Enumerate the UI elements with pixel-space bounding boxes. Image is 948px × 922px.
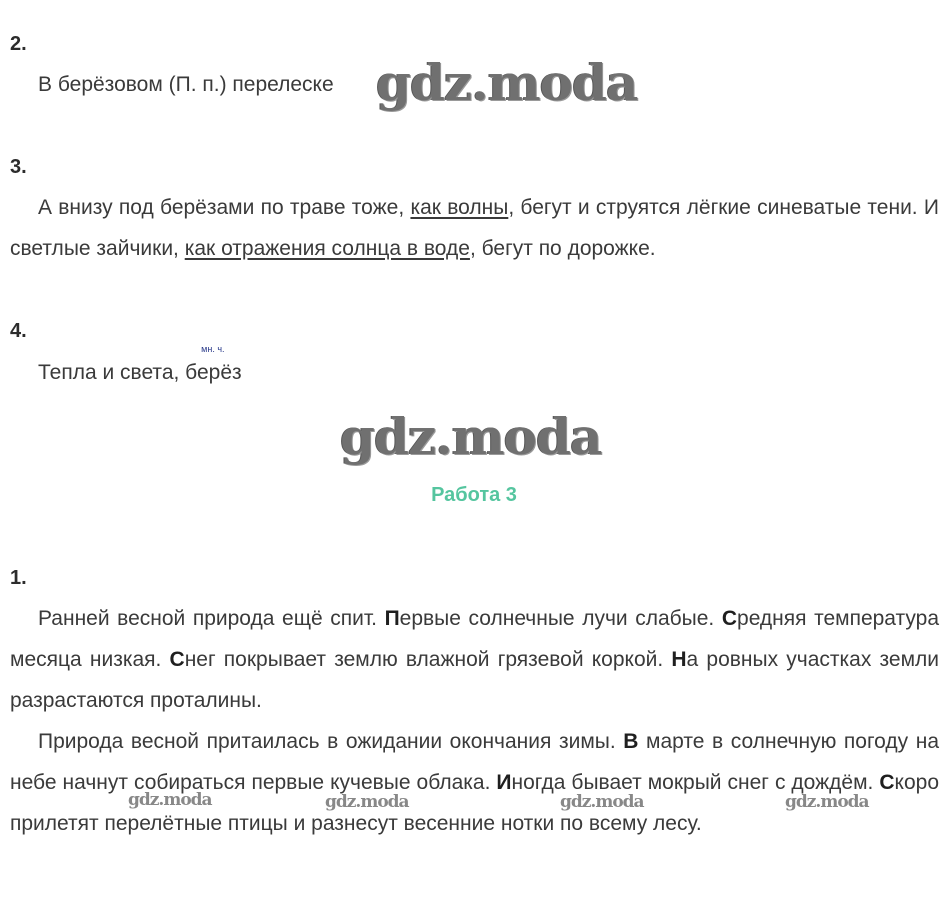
section-title: Работа 3 [431, 484, 517, 506]
p2-bold-letter: С [879, 771, 895, 794]
p2-bold-letter: В [623, 730, 639, 753]
task-number-2: 2. [10, 33, 27, 55]
p1-seg: редняя температура месяца низкая. [10, 607, 940, 671]
p2-bold-letter: И [496, 771, 512, 794]
watermark-small-3: gdz.moda [560, 792, 644, 812]
task3-text-3: , бегут по дорожке. [469, 237, 656, 260]
task1-paragraph-1 [10, 598, 939, 721]
task3-text-1: А внизу под берёзами по траве тоже, [38, 196, 411, 219]
plural-note: мн. ч. [201, 344, 225, 354]
task4-text: Тепла и света, [38, 361, 186, 384]
task3-text-2: , бегут и струятся лёгкие синеватые тени. И светлые зайчики, [10, 196, 940, 260]
p1-bold-letter: С [169, 648, 185, 671]
task4-word-wrap [185, 344, 242, 384]
comparison-underline-2: как отражения солнца в воде [184, 237, 470, 260]
task4-word: берёз [185, 361, 242, 384]
p1-seg: Ранней весной природа ещё спит. [38, 607, 385, 630]
task4-line [38, 344, 242, 384]
p1-seg: а ровных участках земли разрастаются проталины. [10, 648, 940, 712]
watermark-small-1: gdz.moda [128, 790, 212, 810]
task-number-4: 4. [10, 320, 27, 342]
task1-paragraph-2 [10, 721, 939, 844]
p2-seg: Природа весной притаилась в ожидании окончания зимы. [38, 730, 624, 753]
p2-seg: ногда бывает мокрый снег с дождём. [511, 771, 880, 794]
watermark-small-2: gdz.moda [325, 792, 409, 812]
task2-text: В берёзовом (П. п.) перелеске [38, 73, 334, 96]
comparison-underline-1: как волны [410, 196, 509, 219]
watermark-small-4: gdz.moda [785, 792, 869, 812]
p2-seg: коро прилетят перелётные птицы и разнесут весенние нотки по всему лесу. [10, 771, 940, 835]
p1-seg: ервые солнечные лучи слабые. [399, 607, 722, 630]
task-number-3: 3. [10, 156, 27, 178]
p1-seg: нег покрывает землю влажной грязевой коркой. [184, 648, 672, 671]
task3-paragraph [10, 187, 939, 269]
task-number-1: 1. [10, 567, 27, 589]
p1-bold-letter: Н [671, 648, 687, 671]
p2-seg: марте в солнечную погоду на небе начнут собираться первые кучевые облака. [10, 730, 939, 794]
watermark-logo: gdz.moda [376, 53, 638, 112]
watermark-logo-center: gdz.moda [340, 407, 602, 466]
p1-bold-letter: П [384, 607, 400, 630]
p1-bold-letter: С [721, 607, 738, 630]
